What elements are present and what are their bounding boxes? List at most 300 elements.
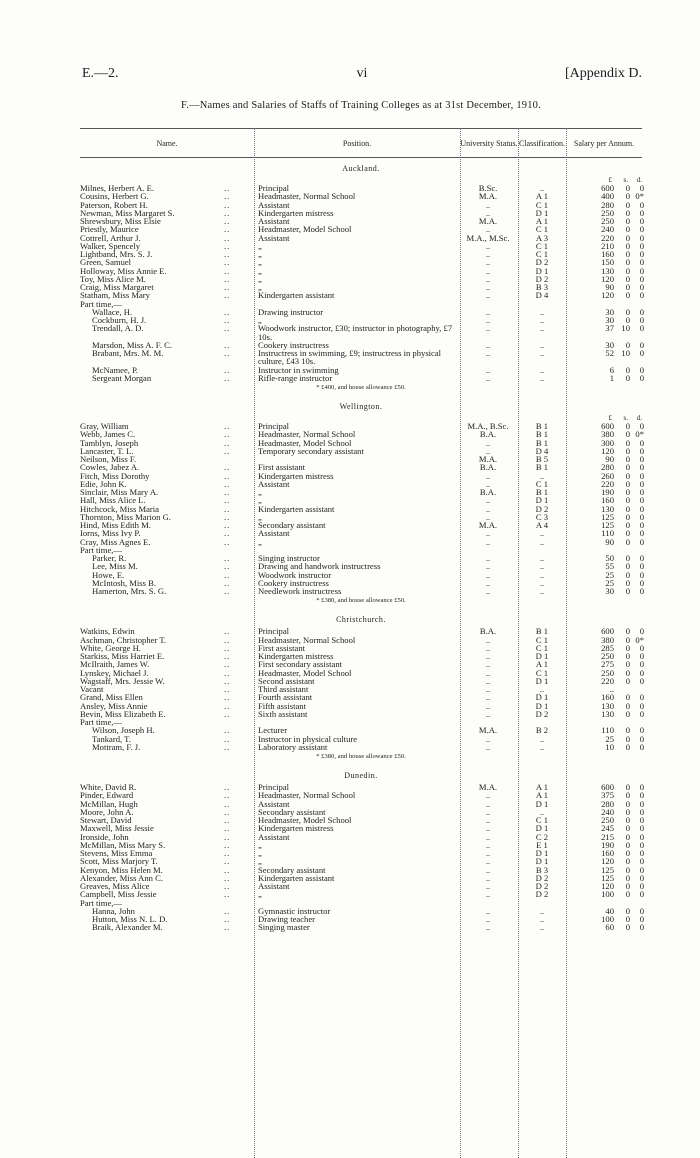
col-position: Position. bbox=[342, 138, 372, 148]
staff-name: Shrewsbury, Miss Elsie bbox=[80, 216, 161, 226]
staff-position: Assistant bbox=[258, 232, 290, 243]
table-row bbox=[80, 521, 642, 529]
salary-shillings: 0 bbox=[625, 265, 630, 276]
university-status: .. bbox=[485, 856, 491, 867]
salary-shillings: 0 bbox=[625, 864, 630, 875]
salary-pounds: 52 bbox=[605, 348, 614, 358]
leader-dots: .. bbox=[224, 577, 231, 588]
university-status: .. bbox=[485, 831, 491, 842]
salary-shillings: 0 bbox=[625, 782, 630, 792]
salary-pence: 0 bbox=[639, 323, 644, 334]
university-status: .. bbox=[485, 675, 491, 686]
salary-shillings: 0 bbox=[625, 437, 630, 448]
staff-name: Watkins, Edwin bbox=[80, 626, 135, 637]
salary-pence: 0 bbox=[639, 478, 644, 489]
salary-pounds: 100 bbox=[601, 889, 614, 900]
salary-pounds: 25 bbox=[605, 577, 614, 588]
classification: .. bbox=[539, 905, 545, 916]
classification: D 2 bbox=[535, 503, 549, 514]
col-classification: Classification. bbox=[519, 138, 565, 148]
salary-pounds: 280 bbox=[601, 798, 614, 809]
salary-shillings: 0 bbox=[625, 823, 630, 834]
salary-shillings: 0 bbox=[625, 872, 630, 883]
page-number: vi bbox=[356, 66, 368, 81]
table-row bbox=[80, 882, 642, 890]
leader-dots: .. bbox=[224, 586, 231, 596]
staff-name: Craig, Miss Margaret bbox=[80, 282, 154, 292]
leader-dots: .. bbox=[224, 240, 231, 251]
university-status: .. bbox=[485, 708, 491, 719]
table-row bbox=[80, 693, 642, 701]
classification: .. bbox=[539, 315, 545, 325]
salary-pounds: 30 bbox=[605, 306, 614, 317]
salary-pounds: 220 bbox=[601, 675, 614, 686]
university-status: .. bbox=[485, 914, 491, 924]
staff-name: Hutton, Miss N. L. D. bbox=[92, 914, 168, 924]
table-row bbox=[80, 571, 642, 579]
col-name: Name. bbox=[156, 138, 178, 148]
salary-shillings: 0 bbox=[625, 798, 630, 809]
leader-dots: .. bbox=[224, 421, 231, 431]
staff-name: Cousins, Herbert G. bbox=[80, 191, 149, 202]
table-row bbox=[80, 636, 642, 644]
classification: C 1 bbox=[535, 199, 549, 210]
classification: A 1 bbox=[535, 191, 549, 202]
leader-dots: .. bbox=[224, 216, 231, 226]
classification: .. bbox=[539, 741, 545, 752]
salary-pence: 0 bbox=[639, 437, 644, 448]
salary-shillings: 0 bbox=[625, 675, 630, 686]
classification: C 1 bbox=[535, 249, 549, 259]
leader-dots: .. bbox=[224, 437, 231, 448]
university-status: B.A. bbox=[479, 429, 497, 440]
salary-shillings: 0 bbox=[625, 881, 630, 891]
university-status: .. bbox=[485, 569, 491, 580]
staff-name: Mottram, F. J. bbox=[92, 741, 141, 752]
staff-position: Sixth assistant bbox=[258, 708, 308, 719]
leader-dots: .. bbox=[224, 634, 231, 645]
classification: A 1 bbox=[535, 790, 549, 801]
salary-shillings: 0 bbox=[625, 569, 630, 580]
leader-dots: .. bbox=[224, 462, 231, 473]
staff-name: Vacant bbox=[80, 684, 104, 694]
staff-name: McNamee, P. bbox=[92, 364, 139, 375]
salary-shillings: 0 bbox=[625, 626, 630, 637]
staff-position: „ bbox=[258, 249, 262, 259]
classification: .. bbox=[539, 528, 545, 539]
staff-position: Assistant bbox=[258, 478, 290, 489]
university-status: B.A. bbox=[479, 626, 497, 637]
table-row bbox=[80, 824, 642, 832]
leader-dots: .. bbox=[224, 199, 231, 210]
salary-pence: 0 bbox=[639, 470, 644, 481]
table-row bbox=[80, 660, 642, 668]
salary-shillings: 0 bbox=[625, 848, 630, 858]
table-row bbox=[80, 890, 642, 898]
classification: C 3 bbox=[535, 511, 549, 522]
staff-name: Sinclair, Miss Mary A. bbox=[80, 487, 159, 497]
staff-name: Tamblyn, Joseph bbox=[80, 437, 139, 448]
table-row bbox=[80, 808, 642, 816]
staff-name: Hamerton, Mrs. S. G. bbox=[92, 586, 167, 596]
salary-shillings: 0 bbox=[625, 700, 630, 711]
salary-shillings: 0 bbox=[625, 889, 630, 900]
staff-position: Woodwork instructor bbox=[258, 569, 332, 580]
staff-name: Part time,— bbox=[80, 298, 123, 309]
staff-name: Priestly, Maurice bbox=[80, 224, 139, 235]
staff-position: „ bbox=[258, 240, 262, 251]
leader-dots: .. bbox=[224, 659, 231, 670]
salary-pounds: 55 bbox=[605, 561, 614, 572]
staff-position: Secondary assistant bbox=[258, 806, 326, 817]
classification: .. bbox=[539, 470, 545, 481]
salary-shillings: 0 bbox=[625, 257, 630, 268]
staff-position: Instructress in swimming, £9; instructress in physical culture, £43 10s. bbox=[258, 348, 442, 367]
classification: B 5 bbox=[535, 454, 549, 464]
salary-pounds: 220 bbox=[601, 232, 614, 243]
leader-dots: .. bbox=[224, 232, 231, 243]
salary-pence: 0 bbox=[639, 667, 644, 678]
salary-pounds: 280 bbox=[601, 199, 614, 210]
staff-name: Edie, John K. bbox=[80, 478, 127, 489]
leader-dots: .. bbox=[224, 561, 231, 572]
salary-pence: 0 bbox=[639, 265, 644, 276]
salary-pence: 0 bbox=[639, 569, 644, 580]
salary-pounds: 250 bbox=[601, 815, 614, 825]
staff-position: „ bbox=[258, 536, 262, 547]
salary-shillings: 0 bbox=[625, 421, 630, 431]
salary-pence: 0 bbox=[639, 511, 644, 522]
leader-dots: .. bbox=[224, 782, 231, 792]
university-status: .. bbox=[485, 642, 491, 653]
classification: .. bbox=[539, 684, 545, 694]
salary-pounds: 120 bbox=[601, 273, 614, 284]
salary-pounds: 30 bbox=[605, 315, 614, 325]
leader-dots: .. bbox=[224, 478, 231, 489]
staff-position: Laboratory assistant bbox=[258, 741, 328, 752]
salary-pence: 0 bbox=[639, 790, 644, 801]
table-row bbox=[80, 899, 642, 907]
leader-dots: .. bbox=[224, 536, 231, 547]
leader-dots: .. bbox=[224, 806, 231, 817]
staff-position: First assistant bbox=[258, 642, 306, 653]
staff-name: Lee, Miss M. bbox=[92, 561, 138, 572]
university-status: M.A., B.Sc. bbox=[467, 421, 509, 431]
classification: D 1 bbox=[535, 675, 549, 686]
classification: C 1 bbox=[535, 815, 549, 825]
salary-shillings: 0 bbox=[625, 306, 630, 317]
leader-dots: .. bbox=[224, 445, 231, 456]
salary-pounds: 275 bbox=[601, 659, 614, 670]
university-status: .. bbox=[485, 872, 491, 883]
salary-pounds: 120 bbox=[601, 856, 614, 867]
salary-pence: 0 bbox=[639, 257, 644, 268]
salary-pence: 0 bbox=[639, 216, 644, 226]
leader-dots: .. bbox=[224, 503, 231, 514]
university-status: .. bbox=[485, 881, 491, 891]
salary-pence: 0 bbox=[639, 183, 644, 193]
table-row bbox=[80, 480, 642, 488]
leader-dots: .. bbox=[224, 733, 231, 744]
university-status: .. bbox=[485, 667, 491, 678]
salary-pounds: 25 bbox=[605, 733, 614, 744]
salary-pounds: 130 bbox=[601, 503, 614, 514]
salary-pounds: 160 bbox=[601, 848, 614, 858]
staff-name: Cray, Miss Agnes E. bbox=[80, 536, 151, 547]
salary-pence: 0 bbox=[639, 651, 644, 661]
salary-pounds: 10 bbox=[605, 741, 614, 752]
salary-shillings: 0 bbox=[625, 199, 630, 210]
salary-pence: 0 bbox=[639, 881, 644, 891]
staff-name: McIntosh, Miss B. bbox=[92, 577, 156, 588]
salary-shillings: 0 bbox=[625, 240, 630, 251]
university-status: .. bbox=[485, 306, 491, 317]
leader-dots: .. bbox=[224, 273, 231, 284]
salary-shillings: 0 bbox=[625, 290, 630, 301]
salary-pounds: 190 bbox=[601, 839, 614, 850]
staff-position: Singing instructor bbox=[258, 553, 320, 563]
university-status: .. bbox=[485, 265, 491, 276]
staff-position: Fifth assistant bbox=[258, 700, 306, 711]
university-status: .. bbox=[485, 257, 491, 268]
staff-name: Cockburn, H. J. bbox=[92, 315, 147, 325]
university-status: .. bbox=[485, 495, 491, 506]
staff-name: Fitch, Miss Dorothy bbox=[80, 470, 150, 481]
salary-pounds: 380 bbox=[601, 429, 614, 440]
staff-name: Aschman, Christopher T. bbox=[80, 634, 167, 645]
university-status: .. bbox=[485, 372, 491, 383]
salary-shillings: 10 bbox=[621, 348, 630, 358]
salary-shillings: 0 bbox=[625, 470, 630, 481]
salary-pounds: 380 bbox=[601, 634, 614, 645]
staff-position: „ bbox=[258, 848, 262, 858]
staff-position: „ bbox=[258, 889, 262, 900]
staff-position: Assistant bbox=[258, 831, 290, 842]
classification: A 1 bbox=[535, 216, 549, 226]
classification: D 2 bbox=[535, 881, 549, 891]
university-status: M.A., M.Sc. bbox=[466, 232, 510, 243]
pence-unit: d. bbox=[636, 414, 642, 422]
classification: B 1 bbox=[535, 421, 549, 431]
salary-pence: 0 bbox=[639, 782, 644, 792]
salary-pounds: 240 bbox=[601, 224, 614, 235]
salary-pence: 0* bbox=[635, 191, 644, 202]
table-row bbox=[80, 225, 642, 233]
col-university-status: University Status. bbox=[460, 138, 518, 148]
university-status: .. bbox=[485, 224, 491, 235]
salary-shillings: 0 bbox=[625, 339, 630, 350]
table-row bbox=[80, 735, 642, 743]
salary-pence: 0 bbox=[639, 642, 644, 653]
classification: .. bbox=[539, 553, 545, 563]
salary-shillings: 0 bbox=[625, 815, 630, 825]
staff-name: Cowles, Jabez A. bbox=[80, 462, 140, 473]
table-row bbox=[80, 546, 642, 554]
staff-name: Hall, Miss Alice L. bbox=[80, 495, 146, 506]
table-row bbox=[80, 726, 642, 734]
salary-shillings: 0 bbox=[625, 364, 630, 375]
table-row bbox=[80, 644, 642, 652]
classification: D 2 bbox=[535, 257, 549, 268]
salary-pence: 0 bbox=[639, 586, 644, 596]
salary-pounds: 210 bbox=[601, 240, 614, 251]
table-row bbox=[80, 874, 642, 882]
leader-dots: .. bbox=[224, 651, 231, 661]
staff-position: Headmaster, Normal School bbox=[258, 790, 356, 801]
leader-dots: .. bbox=[224, 323, 231, 334]
salary-pence: 0 bbox=[639, 495, 644, 506]
salary-pounds: 130 bbox=[601, 700, 614, 711]
staff-position: Second assistant bbox=[258, 675, 315, 686]
university-status: M.A. bbox=[478, 191, 498, 202]
shillings-unit: s. bbox=[623, 414, 628, 422]
university-status: .. bbox=[485, 273, 491, 284]
staff-position: Kindergarten mistress bbox=[258, 470, 334, 481]
staff-position: Secondary assistant bbox=[258, 520, 326, 530]
table-row bbox=[80, 422, 642, 430]
university-status: .. bbox=[485, 290, 491, 301]
salary-pence: 0 bbox=[639, 848, 644, 858]
university-status: .. bbox=[485, 536, 491, 547]
leader-dots: .. bbox=[224, 306, 231, 317]
salary-shillings: 0 bbox=[625, 553, 630, 563]
university-status: .. bbox=[485, 659, 491, 670]
salary-pounds: 130 bbox=[601, 708, 614, 719]
salary-pounds: 100 bbox=[601, 914, 614, 924]
university-status: .. bbox=[485, 839, 491, 850]
page-header bbox=[82, 66, 642, 86]
university-status: .. bbox=[485, 315, 491, 325]
leader-dots: .. bbox=[224, 626, 231, 637]
salary-pence: 0 bbox=[639, 462, 644, 473]
salary-shillings: 0 bbox=[625, 454, 630, 464]
leader-dots: .. bbox=[224, 684, 231, 694]
university-status: .. bbox=[485, 823, 491, 834]
classification: D 1 bbox=[535, 207, 549, 218]
salary-pounds: 110 bbox=[601, 725, 614, 736]
staff-position: Drawing and handwork instructress bbox=[258, 561, 381, 572]
salary-pence: 0 bbox=[639, 290, 644, 301]
salary-pence: 0 bbox=[639, 315, 644, 325]
salary-shillings: 0 bbox=[625, 528, 630, 539]
staff-name: Braik, Alexander M. bbox=[92, 922, 163, 933]
salary-pence: 0 bbox=[639, 503, 644, 514]
salary-pence: 0* bbox=[635, 634, 644, 645]
university-status: .. bbox=[485, 348, 491, 358]
salary-shillings: 0 bbox=[625, 922, 630, 933]
classification: .. bbox=[539, 806, 545, 817]
staff-name: Milnes, Herbert A. E. bbox=[80, 183, 154, 193]
staff-position: Woodwork instructor, £30; instructor in photography, £7 10s. bbox=[258, 323, 453, 342]
university-status: .. bbox=[485, 733, 491, 744]
section-heading: Auckland. bbox=[342, 164, 380, 173]
table-row bbox=[80, 587, 642, 595]
leader-dots: .. bbox=[224, 667, 231, 678]
classification: C 1 bbox=[535, 478, 549, 489]
staff-position: Principal bbox=[258, 782, 290, 792]
salary-pence: 0 bbox=[639, 831, 644, 842]
salary-shillings: 0 bbox=[625, 372, 630, 383]
university-status: .. bbox=[485, 553, 491, 563]
table-row bbox=[80, 710, 642, 718]
university-status: .. bbox=[485, 586, 491, 596]
salary-pounds: 375 bbox=[601, 790, 614, 801]
salary-pence: 0 bbox=[639, 306, 644, 317]
leader-dots: .. bbox=[224, 692, 231, 703]
staff-name: McMillan, Hugh bbox=[80, 798, 138, 809]
report-code: E.—2. bbox=[82, 66, 119, 81]
classification: D 1 bbox=[535, 798, 549, 809]
table-row bbox=[80, 463, 642, 471]
classification: A 1 bbox=[535, 782, 549, 792]
table-title: F.—Names and Salaries of Staffs of Training Colleges as at 31st December, 1910. bbox=[181, 100, 541, 111]
staff-name: Iorns, Miss Ivy P. bbox=[80, 528, 141, 539]
staff-position: Kindergarten assistant bbox=[258, 290, 335, 301]
salary-pence: 0 bbox=[639, 199, 644, 210]
classification: D 1 bbox=[535, 651, 549, 661]
table-row bbox=[80, 447, 642, 455]
classification: .. bbox=[539, 586, 545, 596]
leader-dots: .. bbox=[224, 487, 231, 497]
salary-pence: 0 bbox=[639, 839, 644, 850]
classification: .. bbox=[539, 922, 545, 933]
table-row bbox=[80, 562, 642, 570]
university-status: .. bbox=[485, 323, 491, 334]
salary-pounds: 600 bbox=[601, 183, 614, 193]
staff-position: Assistant bbox=[258, 199, 290, 210]
staff-position: „ bbox=[258, 487, 262, 497]
classification: .. bbox=[539, 577, 545, 588]
classification: D 1 bbox=[535, 495, 549, 506]
classification: D 1 bbox=[535, 848, 549, 858]
staff-position: Headmaster, Model School bbox=[258, 667, 352, 678]
table-row bbox=[80, 488, 642, 496]
table-row bbox=[80, 652, 642, 660]
salary-pounds: 280 bbox=[601, 462, 614, 473]
classification: D 2 bbox=[535, 889, 549, 900]
classification: B 2 bbox=[535, 725, 549, 736]
staff-name: Hind, Miss Edith M. bbox=[80, 520, 151, 530]
table-row bbox=[80, 366, 642, 374]
staff-name: Ironside, John bbox=[80, 831, 129, 842]
classification: .. bbox=[539, 561, 545, 572]
salary-pence: 0 bbox=[639, 733, 644, 744]
staff-position: Instructor in physical culture bbox=[258, 733, 358, 744]
salary-shillings: 0 bbox=[625, 790, 630, 801]
salary-pence: 0 bbox=[639, 207, 644, 218]
leader-dots: .. bbox=[224, 183, 231, 193]
classification: D 2 bbox=[535, 872, 549, 883]
classification: C 1 bbox=[535, 634, 549, 645]
classification: A 1 bbox=[535, 659, 549, 670]
salary-shillings: 0 bbox=[625, 462, 630, 473]
leader-dots: .. bbox=[224, 922, 231, 933]
salary-pounds: 600 bbox=[601, 421, 614, 431]
salary-pounds: 110 bbox=[601, 528, 614, 539]
salary-pence: 0 bbox=[639, 905, 644, 916]
salary-pounds: 125 bbox=[601, 511, 614, 522]
university-status: .. bbox=[485, 445, 491, 456]
staff-name: Hitchcock, Miss Maria bbox=[80, 503, 159, 514]
university-status: .. bbox=[485, 207, 491, 218]
staff-name: Part time,— bbox=[80, 717, 123, 727]
staff-position: Lecturer bbox=[258, 725, 288, 736]
university-status: .. bbox=[485, 561, 491, 572]
staff-name: Bevin, Miss Elizabeth E. bbox=[80, 708, 166, 719]
university-status: .. bbox=[485, 437, 491, 448]
salary-shillings: 0 bbox=[625, 273, 630, 284]
leader-dots: .. bbox=[224, 725, 231, 736]
